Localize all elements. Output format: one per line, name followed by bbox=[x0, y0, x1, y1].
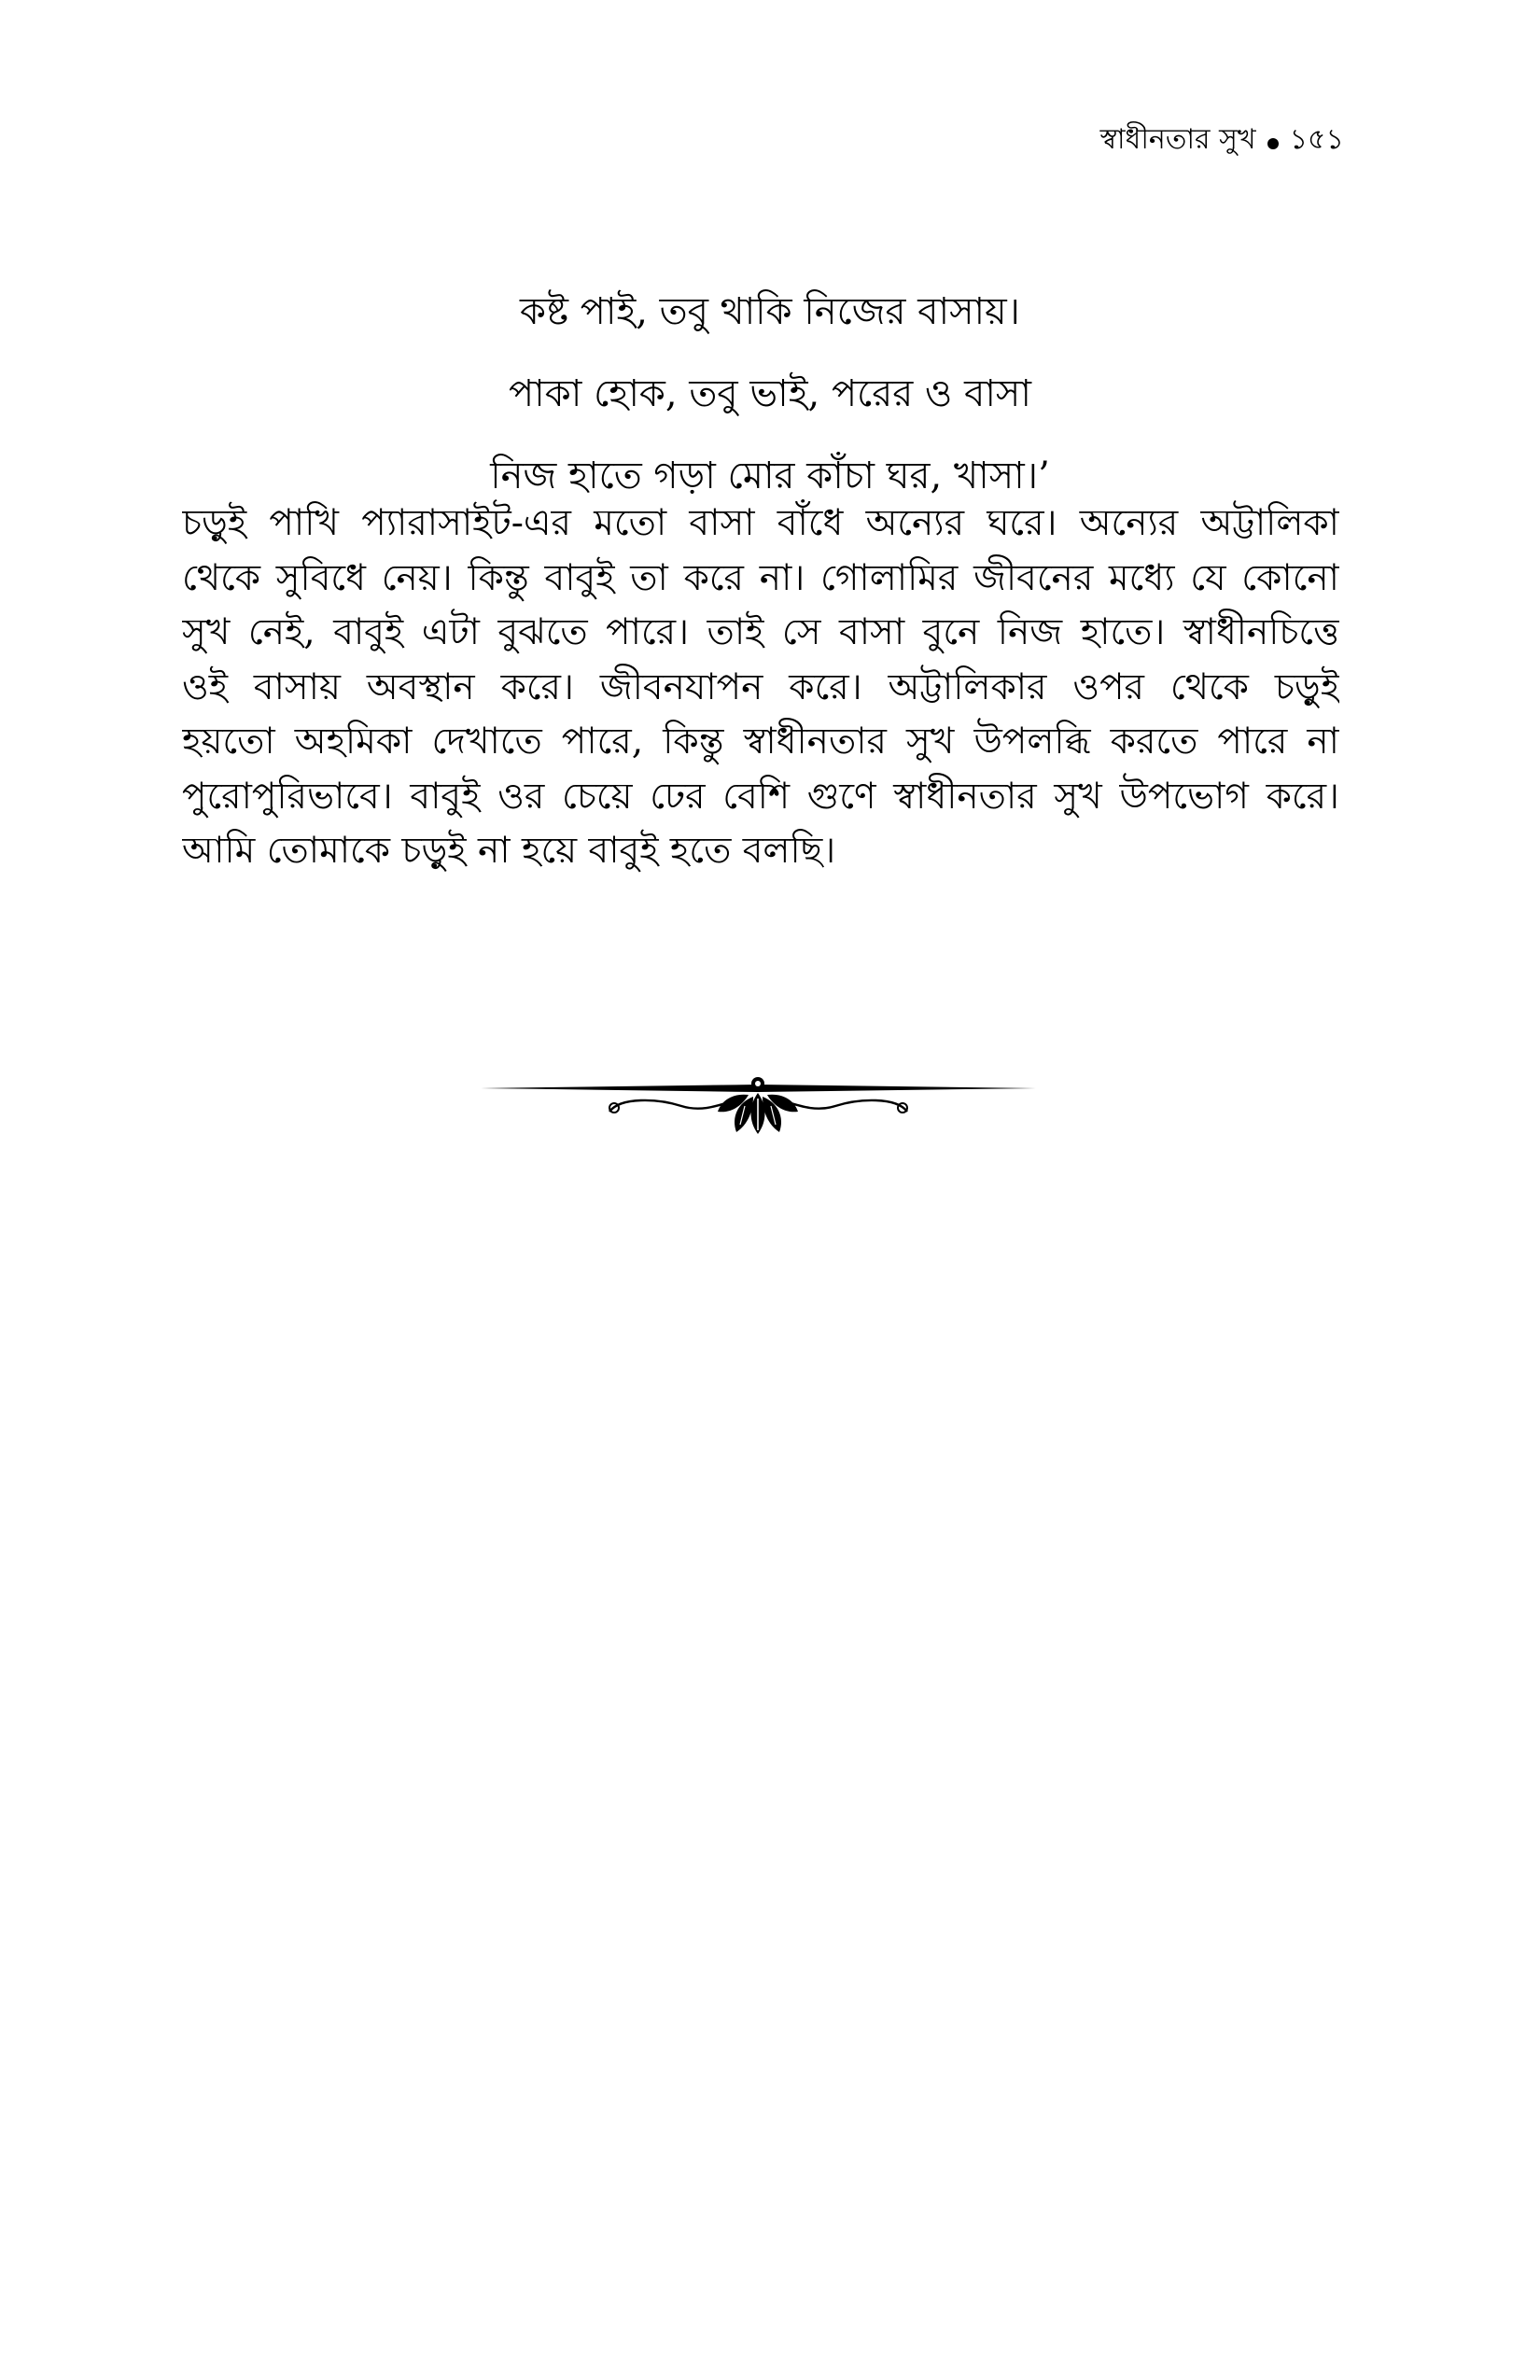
bullet-separator-icon bbox=[1267, 138, 1279, 149]
paragraph-line: ওই বাসায় অবস্থান করে। জীবনযাপন করে। অট্টালিকার ওপর থেকে চড়ুই bbox=[182, 665, 1339, 708]
paragraph-line: চড়ুই পাখি প্যারাসাইট-এর মতো বাসা বাঁধে অন্যের ঘরে। অন্যের অট্টালিকা bbox=[182, 502, 1339, 544]
verse-line: নিজ হাতে গড়া মোর কাঁচা ঘর, খাসা।’ bbox=[490, 455, 1050, 497]
verse-block bbox=[0, 271, 1540, 517]
paragraph-line: পুরোপুরিভাবে। বাবুই ওর চেয়ে ঢের বেশি গুণে স্বাধীনতার সুখ উপভোগ করে। bbox=[182, 775, 1339, 818]
section-divider-ornament-icon bbox=[481, 1059, 1036, 1139]
running-title: স্বাধীনতার সুখ bbox=[1099, 123, 1256, 156]
paragraph-line: আমি তোমাকে চড়ুই না হয়ে বাবুই হতে বলছি। bbox=[182, 830, 836, 872]
page-number: ১৫১ bbox=[1289, 123, 1344, 156]
paragraph-line: থেকে সুবিধে নেয়। কিন্তু বাবুই তা করে না। গোলামির জীবনের মধ্যে যে কোনো bbox=[182, 556, 1339, 599]
paragraph-line: হয়তো অহমিকা দেখাতে পারে, কিন্তু স্বাধীনতার সুখ উপলব্ধি করতে পারে না bbox=[182, 721, 1339, 763]
body-paragraph bbox=[182, 497, 1339, 879]
running-header bbox=[1100, 121, 1344, 159]
verse-line: কষ্ট পাই, তবু থাকি নিজের বাসায়। bbox=[520, 290, 1020, 333]
paragraph-line: সুখ নেই, বাবুই এটা বুঝতে পারে। তাই সে বাসা বুনে নিজ হাতে। স্বাধীনচিত্তে bbox=[182, 611, 1339, 653]
verse-line: পাকা হোক, তবু ভাই, পরের ও বাসা bbox=[509, 372, 1031, 415]
